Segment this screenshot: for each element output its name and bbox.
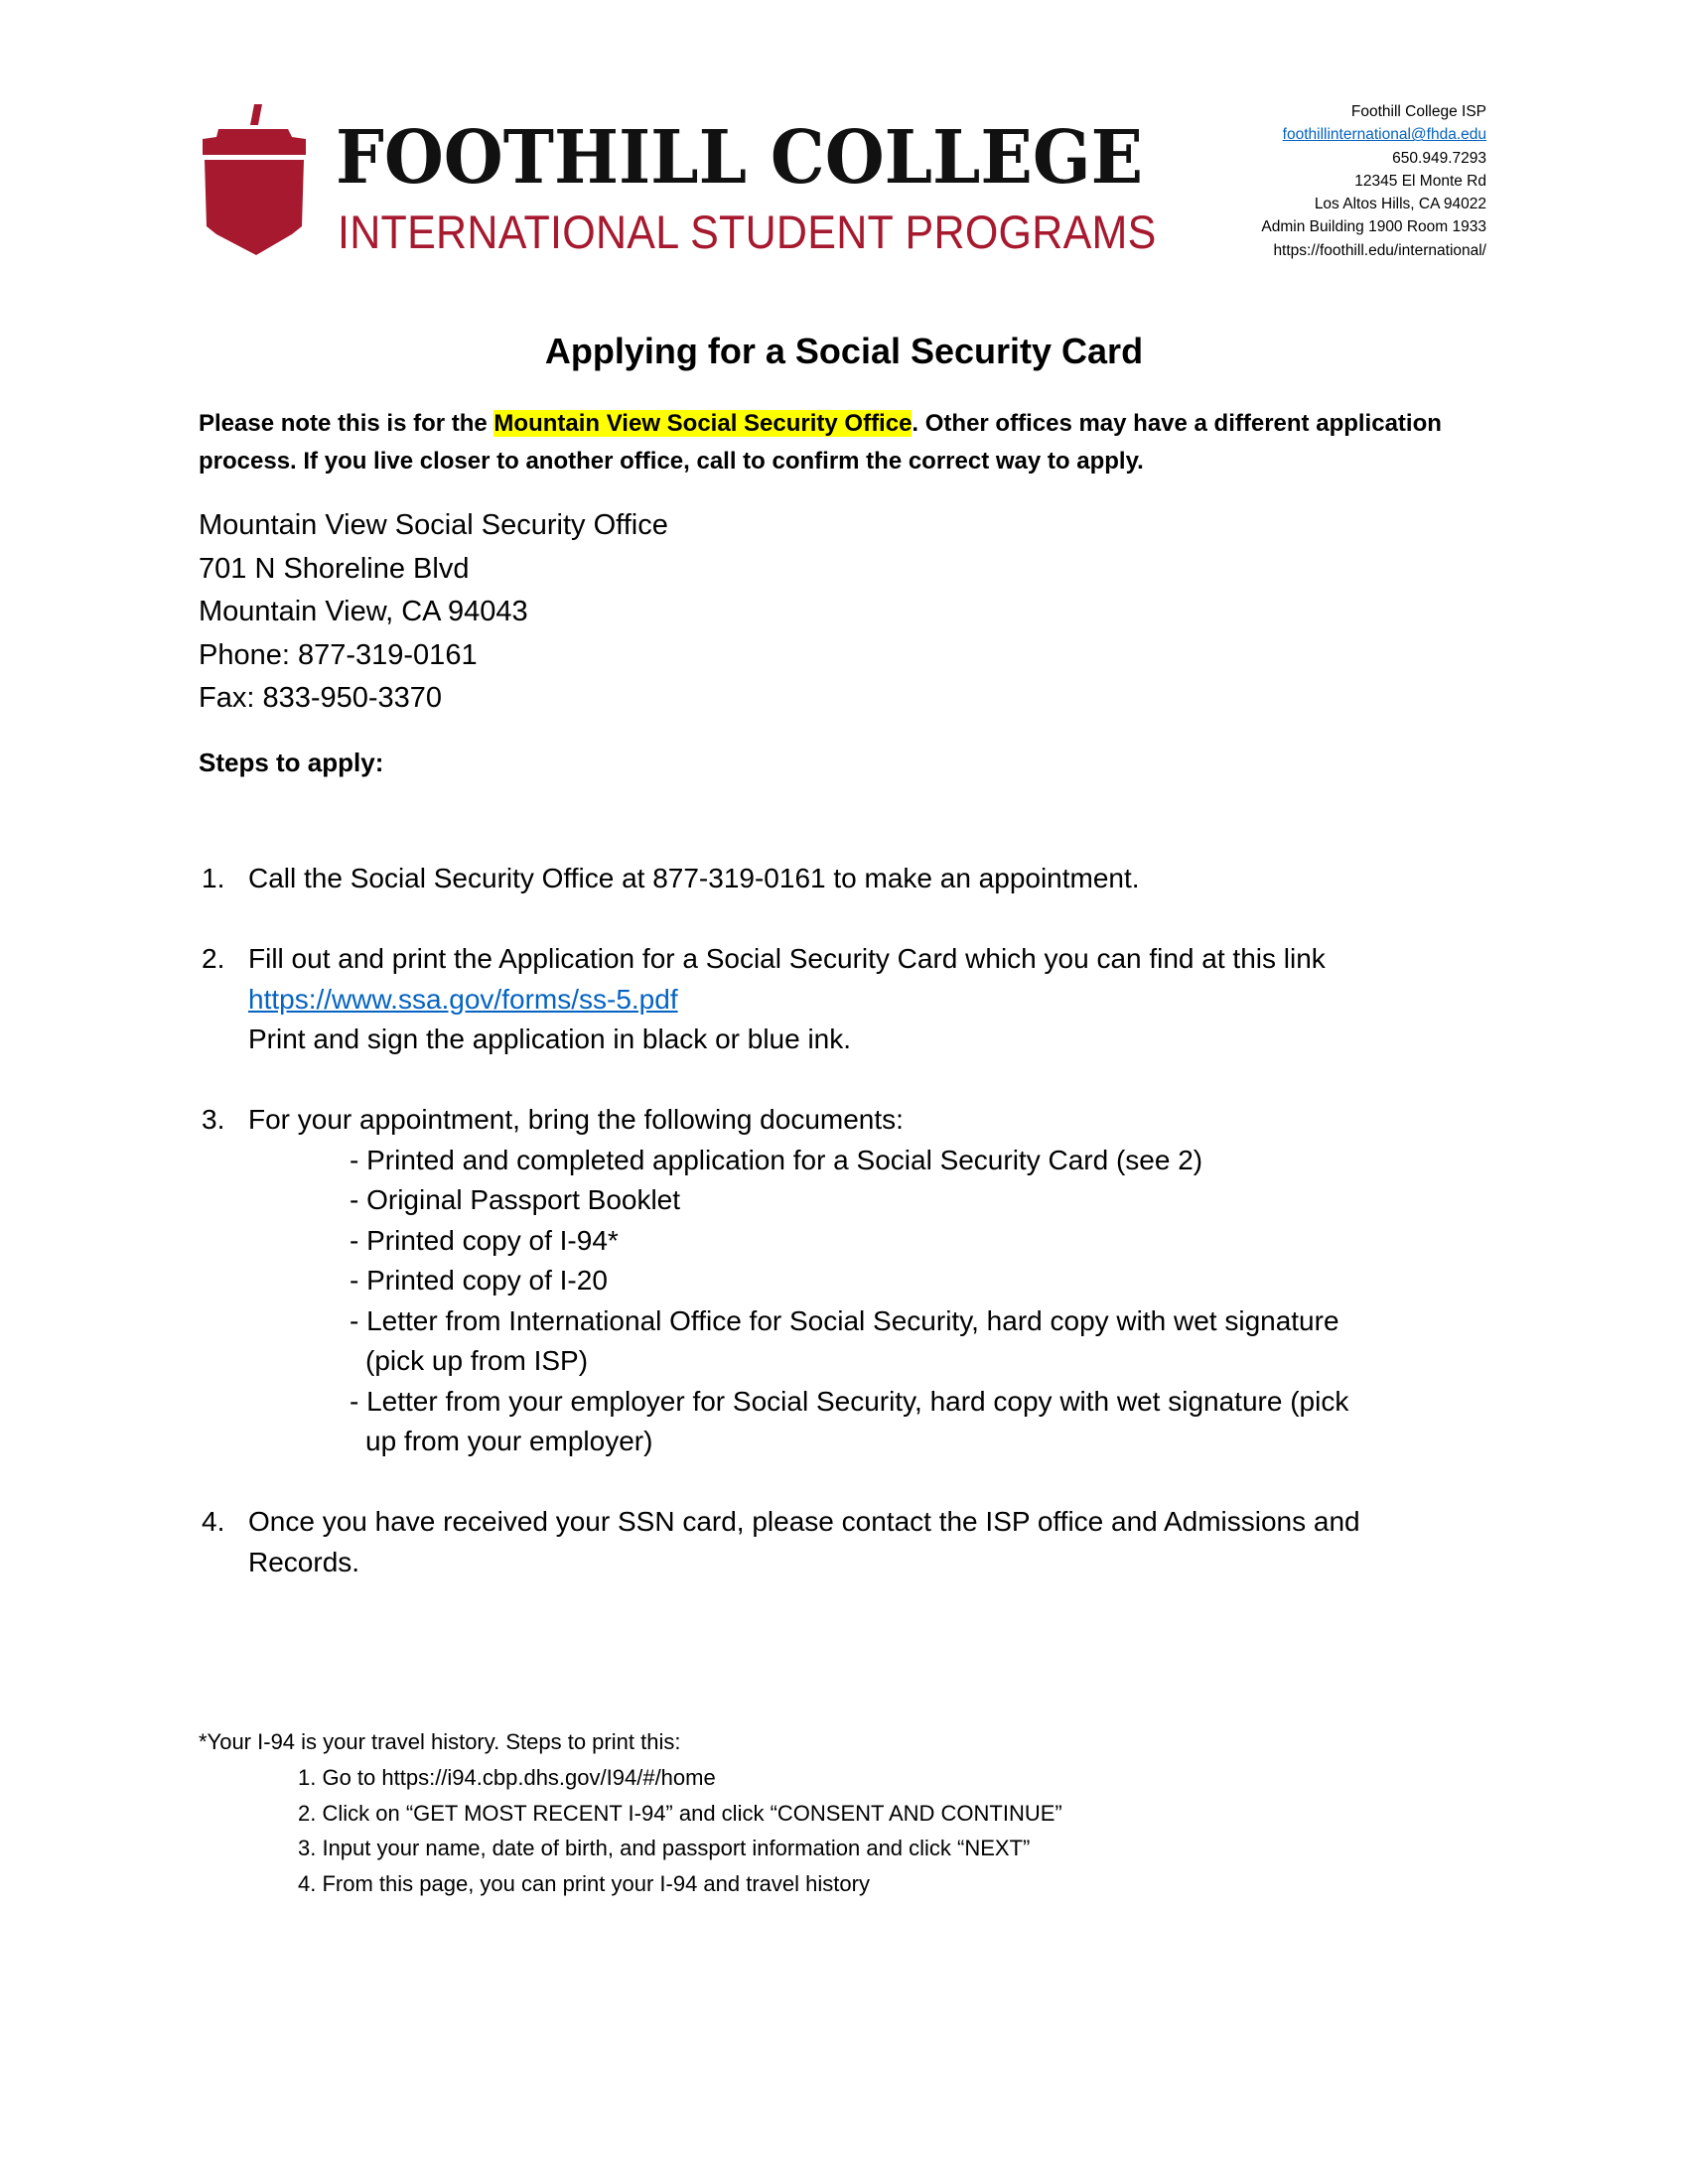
step-text: For your appointment, bring the following documents: [248, 1104, 904, 1135]
office-phone: Phone: 877-319-0161 [199, 638, 478, 671]
contact-city: Los Altos Hills, CA 94022 [1314, 196, 1486, 213]
footnote-item: 2. Click on “GET MOST RECENT I-94” and click “CONSENT AND CONTINUE” [298, 1800, 1062, 1826]
step-number: 2. [202, 943, 225, 974]
contact-email-link[interactable]: foothillinternational@fhda.edu [1282, 126, 1486, 144]
contact-room: Admin Building 1900 Room 1933 [1261, 218, 1486, 236]
checklist-item: - Printed and completed application for a Social Security Card (see 2) [350, 1144, 1203, 1175]
step-2 [199, 939, 1489, 1060]
office-street: 701 N Shoreline Blvd [199, 552, 470, 585]
office-city: Mountain View, CA 94043 [199, 596, 528, 627]
checklist-item: - Original Passport Booklet [350, 1184, 681, 1215]
contact-phone: 650.949.7293 [1392, 149, 1486, 167]
footnote-item: 1. Go to https://i94.cbp.dhs.gov/I94/#/home [298, 1764, 716, 1790]
note-highlight: Mountain View Social Security Office [493, 410, 913, 437]
college-logo [199, 99, 1157, 263]
step-note: Print and sign the application in black or blue ink. [248, 1024, 852, 1054]
note-text-before: Please note this is for the [199, 410, 494, 437]
step-text: Fill out and print the Application for a Social Security Card which you can find at this link [248, 943, 1326, 974]
office-fax: Fax: 833-950-3370 [199, 682, 443, 714]
steps-heading: Steps to apply: [199, 748, 384, 777]
footnote-item: 3. Input your name, date of birth, and passport information and click “NEXT” [298, 1836, 1031, 1861]
step-number: 4. [202, 1506, 225, 1537]
contact-street: 12345 El Monte Rd [1354, 172, 1486, 190]
page-title: Applying for a Social Security Card [544, 331, 1144, 371]
checklist-item: - Printed copy of I-20 [350, 1265, 608, 1296]
checklist-item: - Letter from International Office for Social Security, hard copy with wet signature (pick up from ISP) [350, 1304, 1339, 1376]
logo-subtitle: INTERNATIONAL STUDENT PROGRAMS [338, 205, 1157, 258]
acorn-icon [199, 99, 310, 258]
contact-block [1261, 100, 1486, 262]
step-text: Call the Social Security Office at 877-319-0161 to make an appointment. [248, 863, 1140, 893]
logo-title: FOOTHILL COLLEGE [336, 115, 1144, 201]
note-text-after: . Other offices may have a different application process. If you live closer to another office, call to confirm the correct way to apply. [199, 410, 1442, 475]
step-4 [199, 1502, 1489, 1582]
contact-org: Foothill College ISP [1350, 103, 1486, 120]
step-1 [199, 859, 1489, 899]
checklist-item: - Printed copy of I-94* [350, 1224, 619, 1256]
checklist-item: - Letter from your employer for Social Security, hard copy with wet signature (pick up from your employer) [350, 1385, 1349, 1456]
footnote-intro: *Your I-94 is your travel history. Steps to print this: [199, 1729, 681, 1754]
office-note [199, 405, 1470, 480]
ss5-form-link[interactable]: https://www.ssa.gov/forms/ss-5.pdf [248, 983, 678, 1015]
footnote-item: 4. From this page, you can print your I-94 and travel history [298, 1871, 870, 1897]
office-name: Mountain View Social Security Office [199, 509, 668, 541]
contact-website: https://foothill.edu/international/ [1273, 241, 1486, 259]
document-checklist [350, 1141, 1489, 1462]
i94-footnote [199, 1724, 1062, 1902]
step-number: 1. [202, 863, 225, 893]
step-3 [199, 1100, 1489, 1462]
step-text: Once you have received your SSN card, please contact the ISP office and Admissions and Records. [248, 1506, 1360, 1577]
step-number: 3. [202, 1104, 225, 1135]
office-address [199, 504, 668, 721]
